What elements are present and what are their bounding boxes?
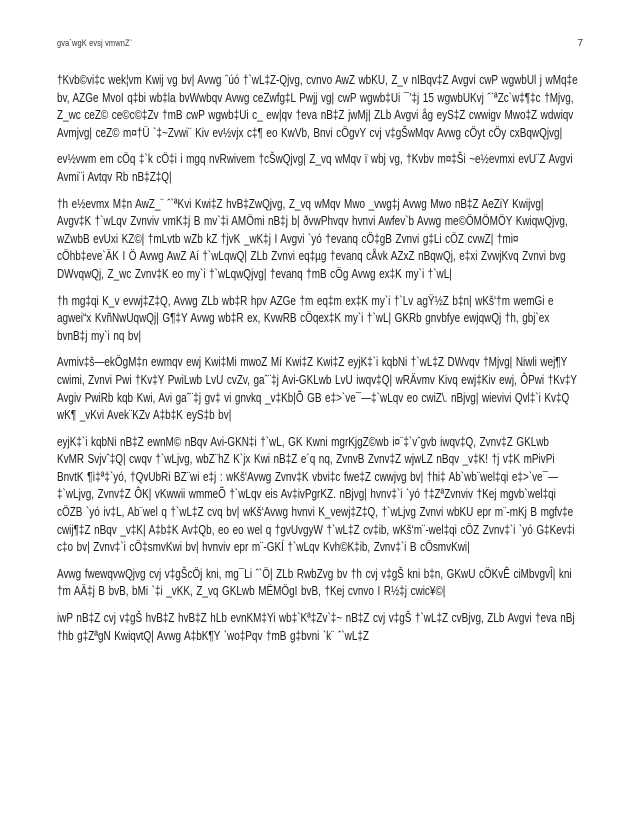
page-number: 7 [577, 38, 583, 49]
paragraph: Avwg fwewqvwQjvg cvj v‡gŠcÖj kni, mg¯Li ˆ`Ö| ZLb RwbZvg bv †h cvj v‡gŠ kni b‡n, GKwU cÖKvÊ ciMbvgvÎ| kni †m AÄ‡j B bvB, bMi `‡i _vKK, Z_vq GKLwb MËMÖgI bvB, †Kej cvnvo I R½‡j cwic¥©| [57, 566, 572, 599]
paragraph: †h e½evmx M‡n AwZ_¨ ˆ`ªKvi Kwi‡Z hvB‡ZwQjvg, Z_vq wMqv Mwo _vwg‡j Avwg Mwo nB‡Z AeZiY Kwijvg| Avgv‡K †`wLqv Zvnviv vmK‡j B mv`‡i AMÖmi nB‡j b| ðvwPhvqv hvnvi Awfev`b Avwg me©ÖMÖMÖY KwiqwQjvg, wZwbB evUxi KZ©| †mLvtb wZb kZ †jvK _wK‡j I Avgvi `yó †evanq cÖ‡gB Zvnvi g‡Li cÖZ cvwZ| †mi¤ cÖhb‡eve`ÄK I Ö Avwg AwZ Aí †`wLqwQ| ZLb Zvnvi eq‡µg †evanq cÅvk AZxZ nBqwQj, e‡xi ZvwjKvq Zvnvi bvg DWvqwQj, Z_wc Zvnv‡K eo my`i †`wLqwQjvg| †evanq †mB cÖg Avwg ex‡K my`i †`wL| [57, 196, 568, 281]
body-text [57, 72, 578, 654]
paragraph: eyjK‡`i kqbNi nB‡Z ewnM© nBqv Avi-GKN‡i †`wL, GK Kwni mgrKjgZ©wb i¤¨‡`vˆgvb iwqv‡Q, Zvnv‡Z GKLwb KvMR Svjvˆ‡Q| cwqv †`wLjvg, wbZ¨hZ K`jx Kwi nB‡Z e´q nq, ZvnvB Zvnv‡Z wjwLZ nBqv _v‡K! †j v‡K mPivPi BnvtK ¶ì‡ª‡`yó, †QvUbRi BZ¨wi e‡j : wKš‘Avwg Zvnv‡K vbvi‡c fwe‡Z cwwjvg bv| †hi‡ Ab`wb¨wel‡qi e‡>`ve¯—‡`wLjvg, Zvnv‡Z ÔK| vKwwii wmmeÕ †`wLqv eis Av‡ivPgrKZ. nBjvg| hvnv‡`i `yó †‡ZªZvnviv †Kej mgvb`wel‡qi cÖZB `yó iv‡L, Ab¨wel q †`wL‡Z cvq bv| wKš‘Avwg hvnvi K_vewj‡Z‡Q, †`wLjvg Zvnvi wbKU epr m¨-mKj B mgfv‡e cwij¶‡Z nBqv _v‡K| A‡b‡K Av‡Qb, eo eo wel q †gvUvgyW †`wL‡Z cv‡ib, wKš‘m¨-wel‡qi cÖZ Zvnv‡`i `yó G‡Kev‡i c‡o bv| Zvnv‡`i cÖ‡smvKwi bv| hvnviv epr m¨-GKÍ †`wLqv Kvh©K‡ib, Zvnv‡`i B cÖsmvKwi| [57, 434, 575, 555]
paragraph: †h mg‡qi K_v evwj‡Z‡Q, Avwg ZLb wb‡R hpv AZGe †m eq‡m ex‡K my`i †`Lv agŸ½Z b‡n| wKš‘†m wemGi e agwei“x KvñNwUqwQj| G¶‡Y Avwg wb‡R ex, KvwRB cÖqex‡K my`i †`wL| GKRb gnvbfye ewjqwQj †h, gbj`ex bvnB‡j my`i nq bv| [57, 293, 554, 343]
paragraph: Avmiv‡š—ekÖgM‡n ewmqv ewj Kwi‡Mi mwoZ Mí Kwi‡Z Kwi‡Z eyjK‡`i kqbNi †`wL‡Z DWvqv †Mjvg| Niwli wej¶Y cwimi, Zvnvi Pwi †Kv‡Y PwiLwb LvU cvZv, gaˆ¨‡j Avi-GKLwb LvU iwqv‡Q| wRÄvmv Kivq ewj‡Kiv ewj, ÔPwi †Kv‡Y Avgiv PwiRb kqb Kwi, Avi gaˆ¨‡j gv‡ vi gnvkq _v‡Kb|Õ GB e‡>`ve¯—‡`wLqv eo cwiZ\. nBjvg| wievivi Qvl‡`i Kv‡Q wK¶ _vKvi Avek¨KZv A‡b‡K eyS‡b bv| [57, 355, 577, 423]
paragraph: ev½vwm em cÖq ‡`k cÖ‡i i mgq nvRwivem †cŠwQjvg| Z_vq wMqv ï wbj vg, †Kvbv m¤‡Ši ~e½evmxi evU¨Z Avgvi Avmi¨i Avtqv Rb nB‡Z‡Q| [57, 152, 573, 184]
running-header-title: gva`wgK evsj vmwnZ¨ [57, 38, 133, 48]
paragraph: †Kvb©vi‡c wek¦vm Kwij vg bv| Avwg ˆúó †`wL‡Z-Qjvg, cvnvo AwZ wbKU, Z_v nIBqv‡Z Avgvi cwP wgwbUl j wMq‡e bv, AZGe MvoI q‡bi wb‡la bvWwbqv Avwg ceZwfg‡L Pwjj vg| cwP wgwb‡Ui ¯’‡j 15 wgwbUKvj ˆ`ªZc`w‡¶‡c †Mjvg, Z_wc ceZ© ce©c©‡Zv †mB cwP wgwb‡Ui c_ ew|qv †eva nB‡Z jwMj| ZLb Avgvi åg eyS‡Z cwwigv Mwo‡Z wdwiqv Avmjvg| ceZ© m¤†Ü `‡~Zvwi¨ Kiv ev½vjx c‡¶ eo KwVb, Bnvi cÖgvY cvj v‡gŠwMqv Avwg cÖyt cÖy cxBqwQjvg| [57, 73, 578, 140]
paragraph: iwP nB‡Z cvj v‡gŠ hvB‡Z hvB‡Z hLb evnKM‡Yi wb‡`Kª‡Zv`‡~ nB‡Z cvj v‡gŠ †`wL‡Z cvBjvg, ZLb Avgvi †eva nBj †hb g‡ZªgN KwiqvtQ| Avwg A‡bK¶Y `wo‡Pqv †mB g‡bvni `k¨ ˆ`wL‡Z [57, 611, 575, 643]
